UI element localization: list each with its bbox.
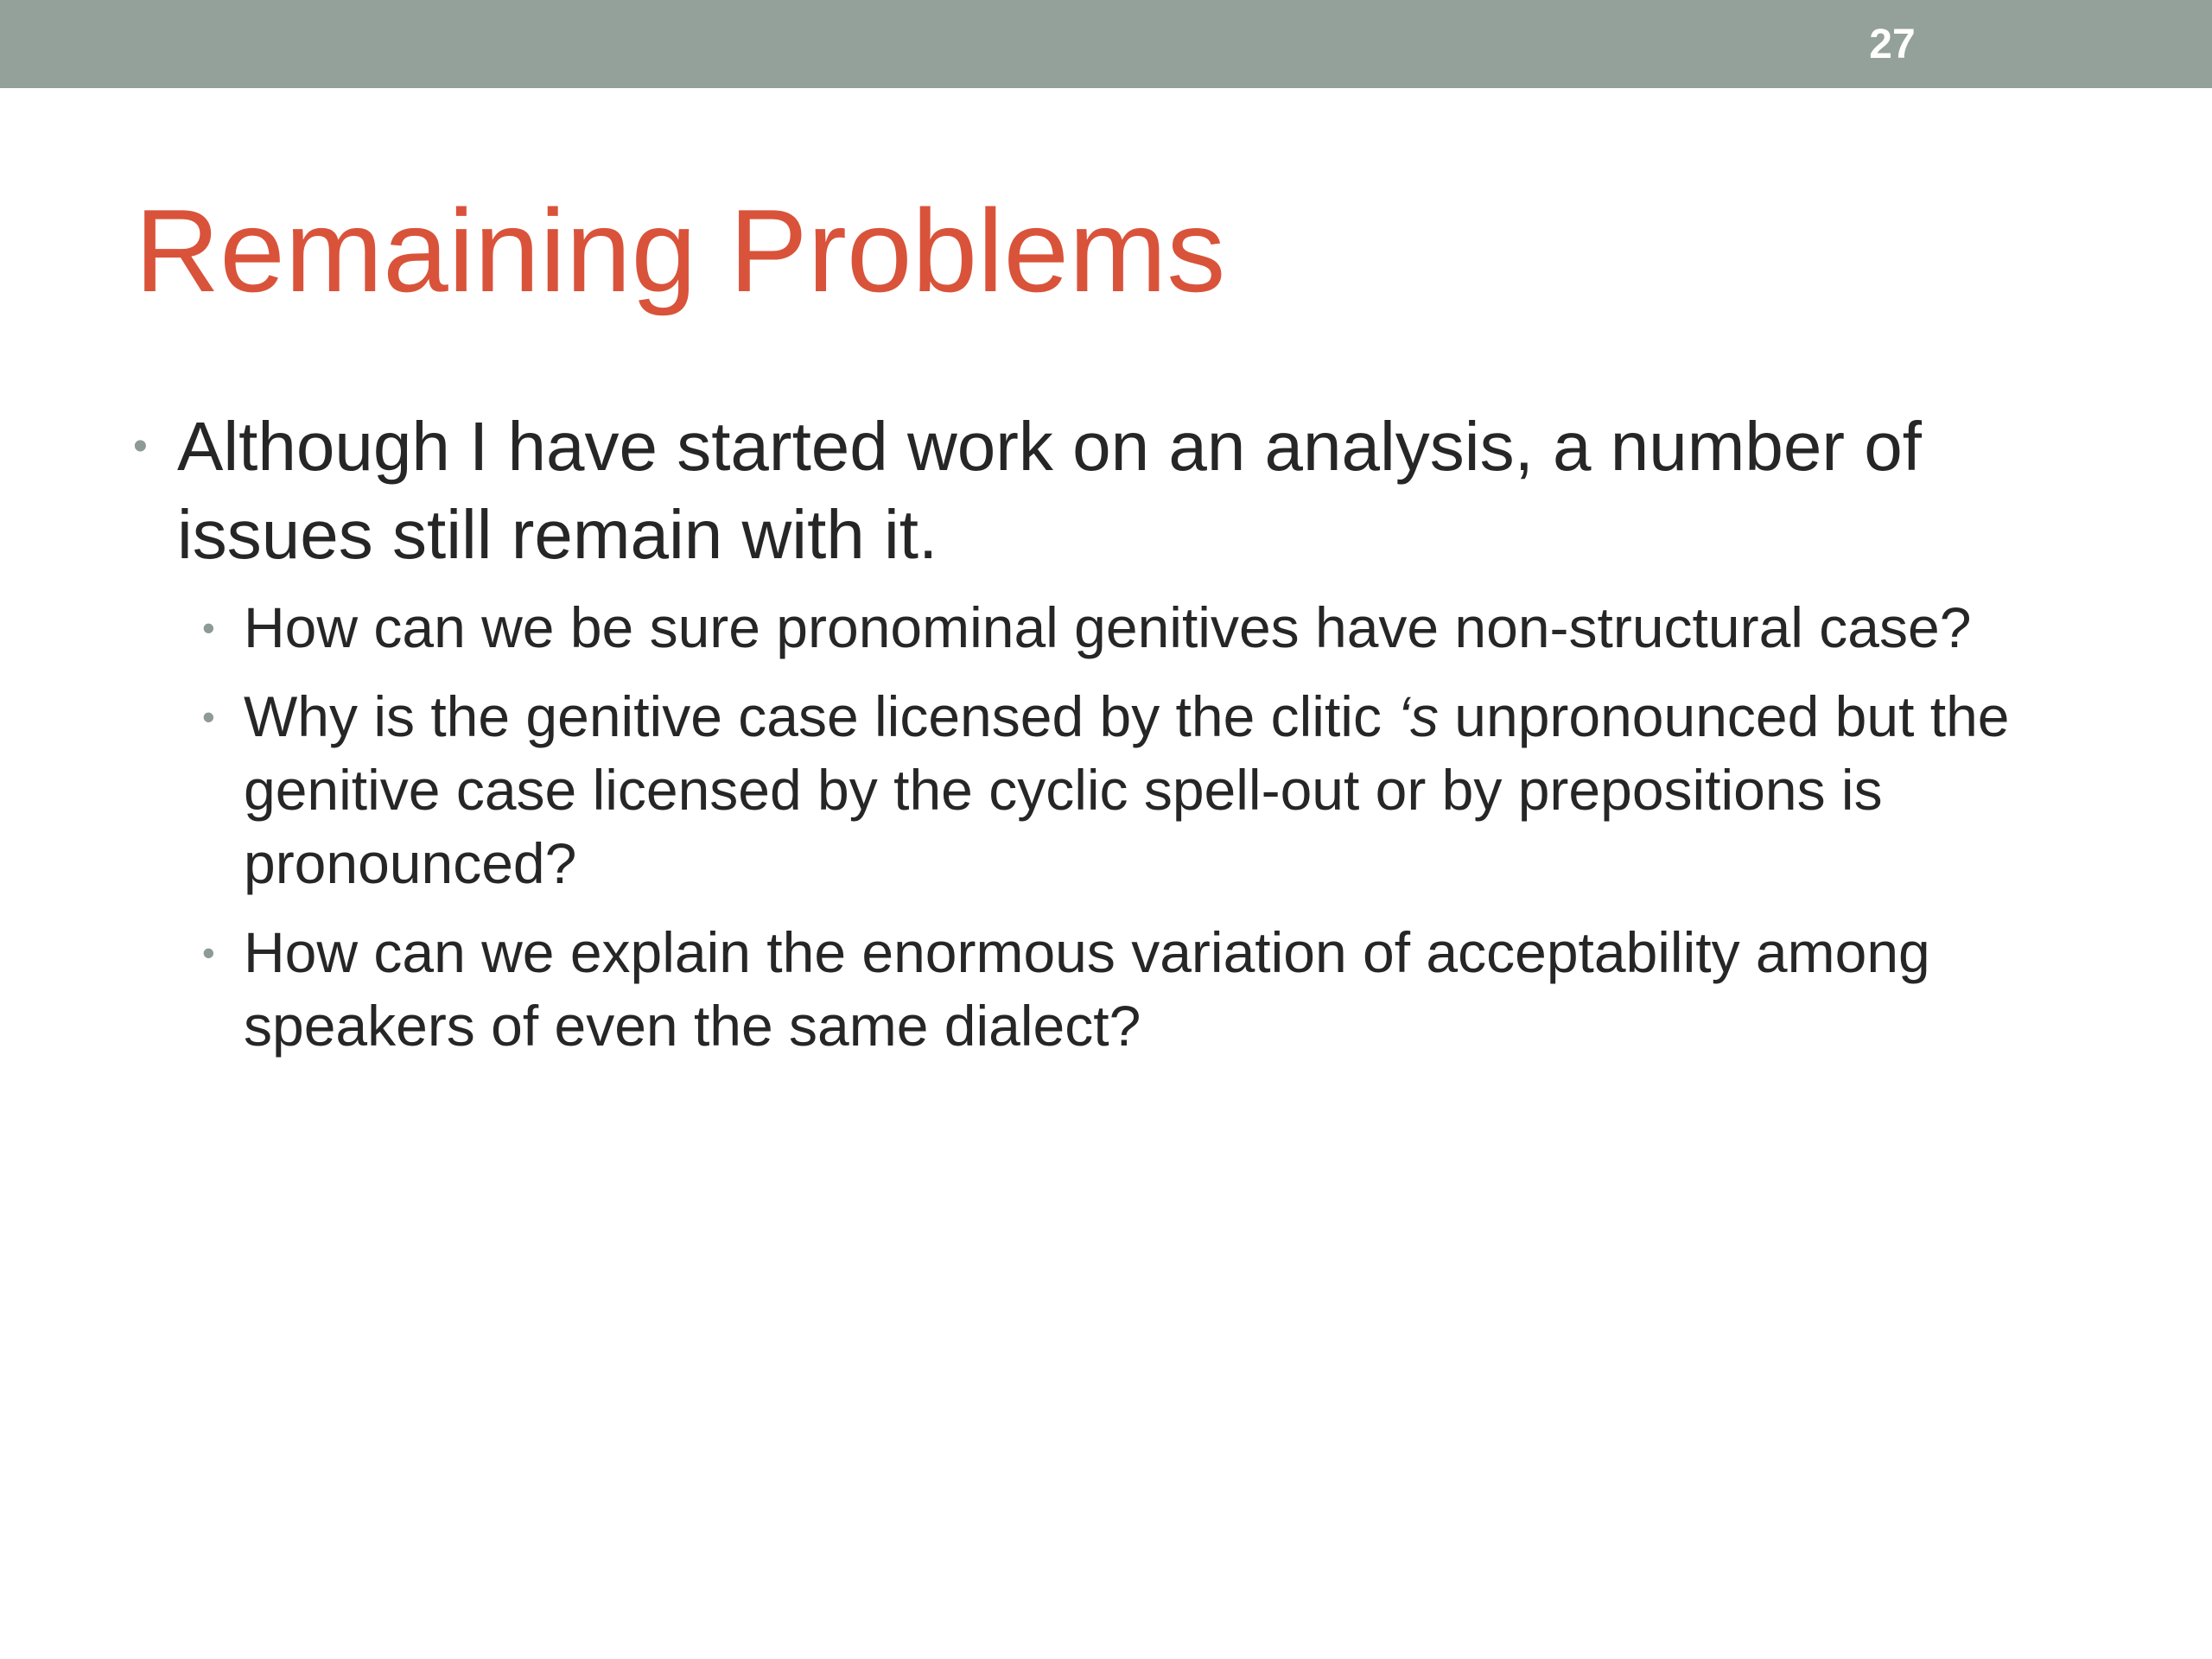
slide-number: 27	[1869, 22, 1916, 67]
bullet-main	[130, 403, 2082, 579]
sub-bullet-2-text-end: unpronounced but the genitive case licensed by the cyclic spell-out or by prepositions is pronounced?	[244, 684, 2010, 895]
sub-bullet-2-text-start: Why is the genitive case licensed by the clitic	[244, 684, 1398, 748]
bullet-dot-icon: •	[202, 932, 215, 973]
sub-bullet-1-text: How can we be sure pronominal genitives have non-structural case?	[244, 595, 1972, 659]
bullet-dot-icon: •	[202, 696, 215, 737]
sub-bullet-2	[200, 680, 2082, 900]
bullet-dot-icon: •	[133, 423, 148, 469]
bullet-main-text: Although I have started work on an analysis, a number of issues still remain with it.	[177, 408, 1922, 573]
slide-body	[130, 403, 2082, 1078]
sub-bullet-1	[200, 591, 2082, 664]
slide-title: Remaining Problems	[135, 185, 1226, 316]
sub-bullet-3	[200, 916, 2082, 1063]
bullet-dot-icon: •	[202, 607, 215, 648]
sub-bullet-2-clitic: ‘s	[1397, 684, 1439, 748]
sub-bullet-3-text: How can we explain the enormous variation of acceptability among speakers of even the same dialect?	[244, 920, 1930, 1058]
header-bar	[0, 0, 2212, 88]
